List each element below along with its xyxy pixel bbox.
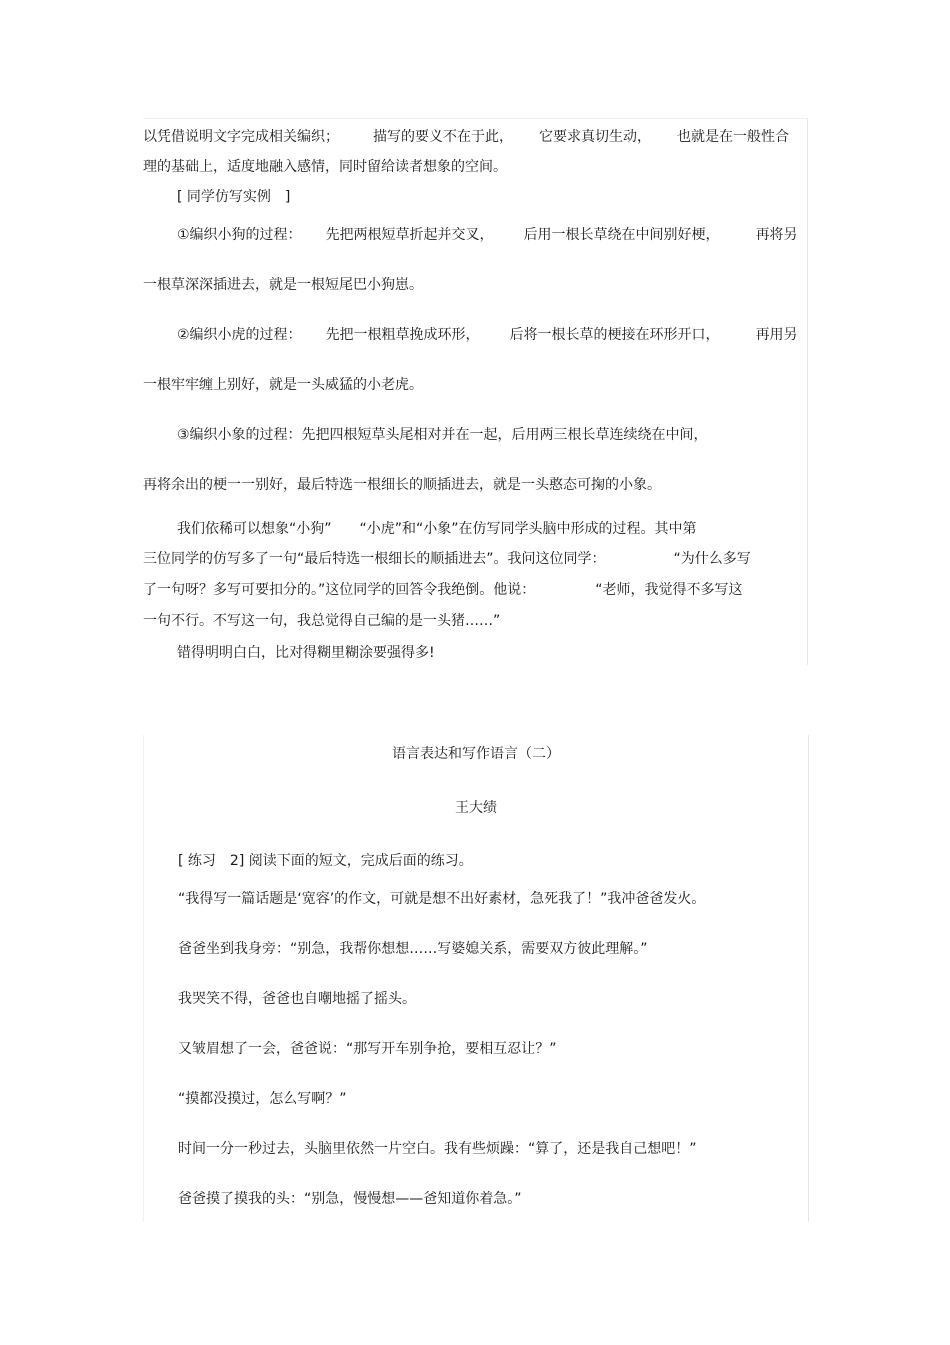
paragraph-line — [143, 580, 743, 600]
text-segment: 再用另 — [755, 327, 798, 343]
paragraph-line: ③编织小象的过程：先把四根短草头尾相对并在一起，后用两三根长草连续绕在中间， — [177, 427, 708, 443]
text-segment: 先把一根粗草挽成环形， — [325, 327, 480, 343]
dialog-line: 爸爸坐到我身旁：“别急，我帮你想想……写婆媳关系，需要双方彼此理解。” — [178, 941, 648, 957]
text-segment: 我们依稀可以想象“小狗” — [177, 521, 332, 537]
paragraph-line: 一根草深深插进去，就是一根短尾巴小狗崽。 — [143, 277, 423, 293]
dialog-line: 爸爸摸了摸我的头：“别急，慢慢想——爸知道你着急。” — [178, 1191, 522, 1207]
paragraph-line: 理的基础上，适度地融入感情，同时留给读者想象的空间。 — [143, 159, 507, 175]
paragraph-line — [177, 325, 798, 345]
text-segment: “小虎”和“小象”在仿写同学头脑中形成的过程。其中第 — [359, 521, 697, 537]
text-segment: ②编织小虎的过程： — [177, 327, 302, 343]
text-segment: 再将另 — [755, 227, 798, 243]
dialog-line: “摸都没摸过，怎么写啊？” — [178, 1091, 347, 1107]
paragraph-line — [143, 127, 789, 147]
text-segment: 后用一根长草绕在中间别好梗， — [523, 227, 720, 243]
paragraph-line — [177, 225, 798, 245]
text-segment: 三位同学的仿写多了一句“最后特选一根细长的顺插进去”。我问这位同学： — [143, 551, 606, 567]
dialog-line: 又皱眉想了一会，爸爸说：“那写开车别争抢，要相互忍让？” — [178, 1041, 557, 1057]
text-segment: 以凭借说明文字完成相关编织； — [143, 129, 339, 145]
text-segment: ①编织小狗的过程： — [177, 227, 302, 243]
text-segment: 先把两根短草折起并交叉， — [325, 227, 494, 243]
paragraph-line — [177, 519, 697, 539]
paragraph-line: 一句不行。不写这一句，我总觉得自己编的是一头猪……” — [143, 613, 501, 629]
paragraph-line: 错得明明白白，比对得糊里糊涂要强得多! — [177, 645, 435, 661]
text-segment: 它要求真切生动， — [539, 129, 651, 145]
dialog-line: 时间一分一秒过去，头脑里依然一片空白。我有些烦躁：“算了，还是我自己想吧！” — [178, 1141, 697, 1157]
text-segment: 后将一根长草的梗接在环形开口， — [509, 327, 720, 343]
text-segment: “为什么多写 — [673, 551, 751, 567]
example-heading: [ 同学仿写实例 ] — [177, 189, 291, 205]
paragraph-line — [143, 549, 751, 569]
article-author: 王大绩 — [455, 800, 497, 816]
page-section-1 — [143, 118, 808, 665]
text-segment: 描写的要义不在于此， — [373, 129, 513, 145]
text-segment: “老师，我觉得不多写这 — [595, 582, 743, 598]
article-title: 语言表达和写作语言（二） — [392, 746, 560, 762]
paragraph-line: 一根牢牢缠上别好，就是一头威猛的小老虎。 — [143, 377, 423, 393]
dialog-line: 我哭笑不得，爸爸也自嘲地摇了摇头。 — [178, 991, 416, 1007]
text-segment: 也就是在一般性合 — [677, 129, 789, 145]
paragraph-line: 再将余出的梗一一别好，最后特选一根细长的顺插进去，就是一头憨态可掬的小象。 — [143, 477, 661, 493]
text-segment: 了一句呀？多写可要扣分的。”这位同学的回答令我绝倒。他说： — [143, 582, 536, 598]
dialog-line: “我得写一篇话题是‘宽容’的作文，可就是想不出好素材，急死我了！”我冲爸爸发火。 — [178, 891, 706, 907]
exercise-heading: [ 练习 2] 阅读下面的短文，完成后面的练习。 — [178, 853, 473, 869]
page-section-2 — [143, 735, 809, 1222]
